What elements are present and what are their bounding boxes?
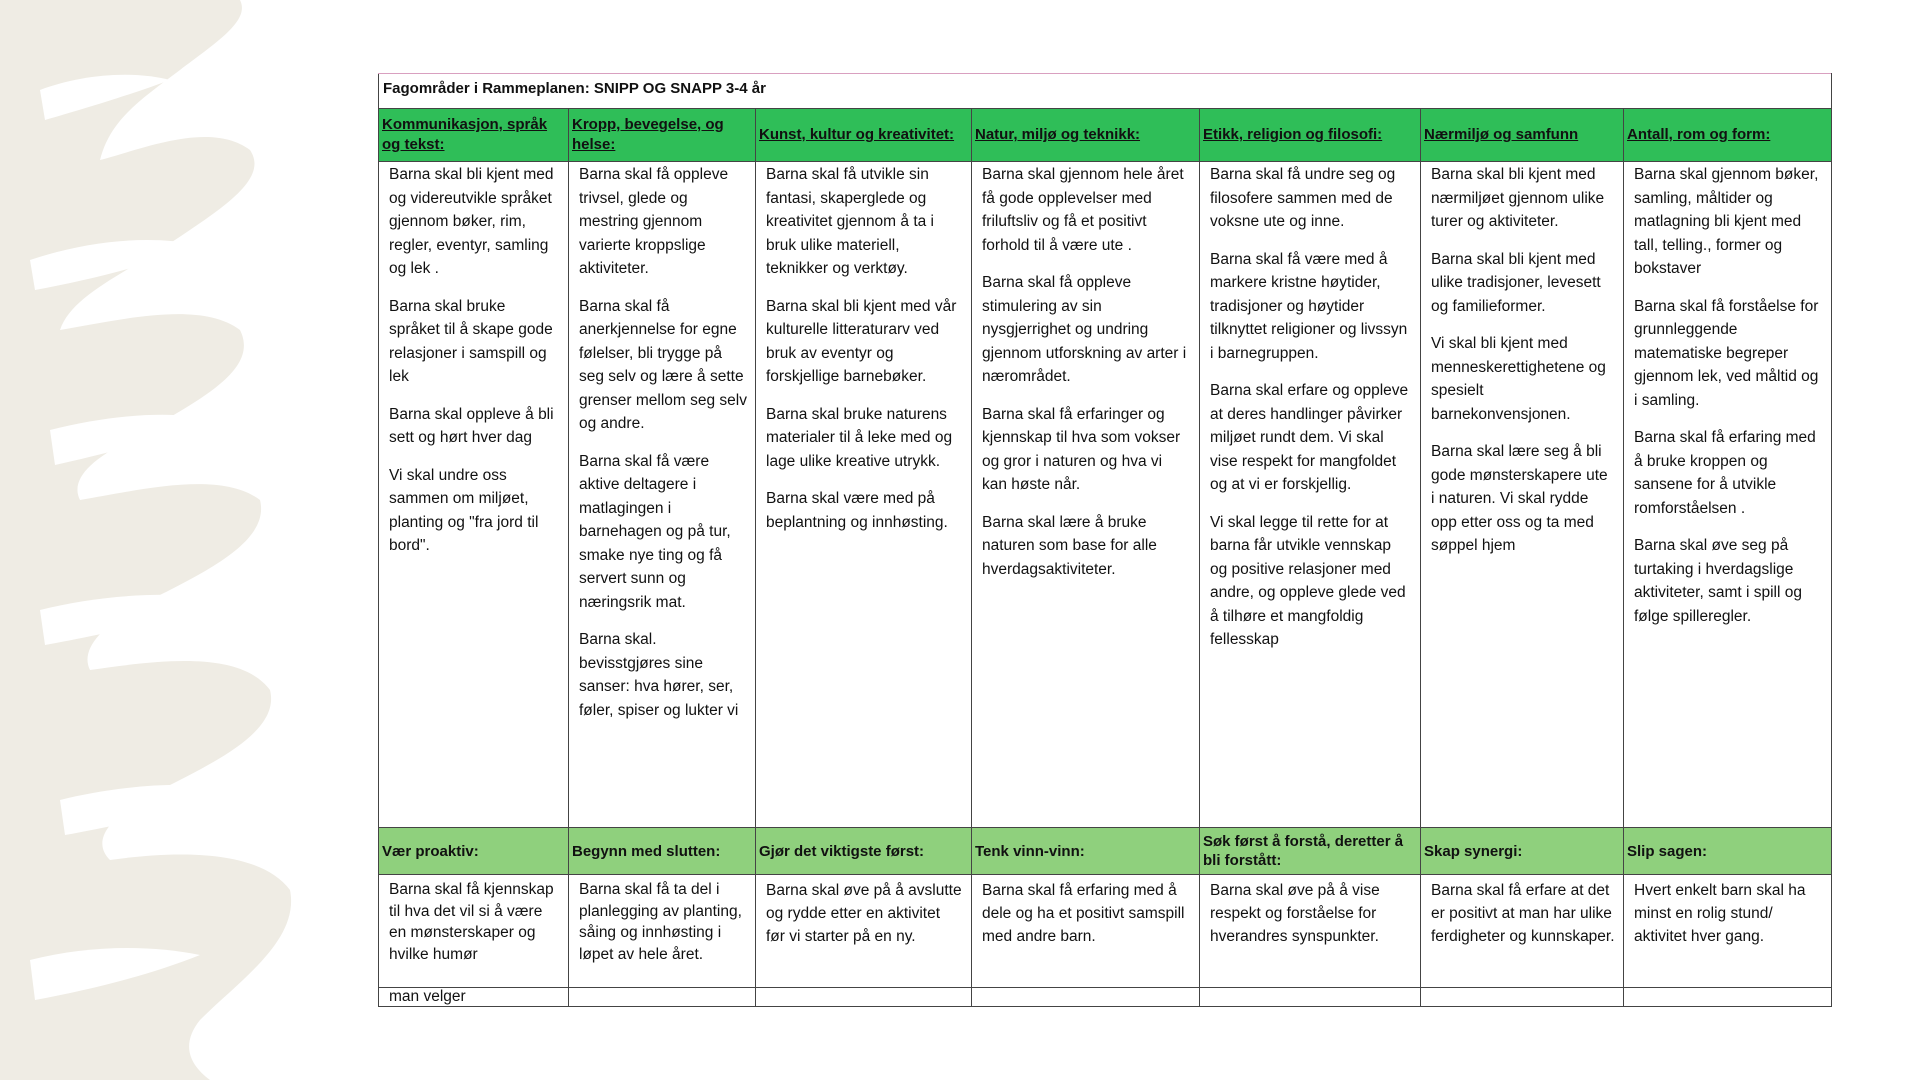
- vane-cell: Barna skal få ta del i planlegging av planting, såing og innhøsting i løpet av hele året.: [569, 875, 756, 988]
- fagomrade-header: Kommunikasjon, språk og tekst:: [379, 109, 569, 162]
- plan-table: [378, 73, 1832, 1007]
- vane-extra-cell: [756, 988, 972, 1007]
- vane-header: Skap synergi:: [1421, 828, 1624, 875]
- fagomrade-paragraph: Barna skal få erfaringer og kjennskap til hva som vokser og gror i naturen og hva vi kan høste når.: [982, 405, 1181, 493]
- vane-cell: Barna skal øve på å avslutte og rydde etter en aktivitet før vi starter på en ny.: [756, 875, 972, 988]
- vane-header: Tenk vinn-vinn:: [972, 828, 1200, 875]
- fagomrade-paragraph: Barna skal gjennom bøker, samling, måltider og matlagning bli kjent med tall, telling., former og bokstaver: [1634, 166, 1819, 277]
- fagomrade-header: Natur, miljø og teknikk:: [972, 109, 1200, 162]
- fagomrade-paragraph: Barna skal oppleve å bli sett og hørt hver dag: [389, 405, 554, 446]
- fagomrade-paragraph: Vi skal bli kjent med menneskerettighetene og spesielt barnekonvensjonen.: [1431, 335, 1606, 423]
- plan-table-container: [378, 73, 1831, 1005]
- fagomrade-cell: [379, 162, 569, 828]
- fagomrade-paragraph: Barna skal bli kjent med og videreutvikle språket gjennom bøker, rim, regler, eventyr, samling og lek .: [389, 166, 554, 277]
- fagomrade-cell: [972, 162, 1200, 828]
- vane-extra-cell: [1421, 988, 1624, 1007]
- fagomrade-paragraph: Barna skal bruke språket til å skape gode relasjoner i samspill og lek: [389, 297, 553, 385]
- fagomrade-paragraph: Barna skal bruke naturens materialer til å leke med og lage ulike kreative utrykk.: [766, 405, 953, 470]
- fagomrade-paragraph: Barna skal få være aktive deltagere i matlagingen i barnehagen og på tur, smake nye ting og få servert sunn og næringsrik mat.: [579, 452, 731, 611]
- fagomrade-paragraph: Barna skal få være med å markere kristne høytider, tradisjoner og høytider tilknyttet religioner og livssyn i barnegruppen.: [1210, 250, 1408, 362]
- fagomrade-paragraph: Barna skal være med på beplantning og innhøsting.: [766, 490, 948, 531]
- vane-cell: Hvert enkelt barn skal ha minst en rolig stund/ aktivitet hver gang.: [1624, 875, 1832, 988]
- fagomrade-paragraph: Barna skal gjennom hele året få gode opplevelser med friluftsliv og få et positivt forhold til å være ute .: [982, 166, 1184, 254]
- vane-cell: Barna skal få erfare at det er positivt at man har ulike ferdigheter og kunnskaper.: [1421, 875, 1624, 988]
- fagomrade-paragraph: Barna skal få anerkjennelse for egne følelser, bli trygge på seg selv og lære å sette grenser mellom seg selv og andre.: [579, 297, 747, 432]
- vane-cell: Barna skal få kjennskap til hva det vil si å være en mønsterskaper og hvilke humør: [379, 875, 569, 988]
- fagomrade-paragraph: Vi skal undre oss sammen om miljøet, planting og "fra jord til bord".: [389, 466, 539, 554]
- fagomrade-cell: [1624, 162, 1832, 828]
- fagomrade-paragraph: Barna skal få utvikle sin fantasi, skaperglede og kreativitet gjennom å ta i bruk ulike materiell, teknikker og verktøy.: [766, 166, 935, 277]
- vane-header: Vær proaktiv:: [379, 828, 569, 875]
- fagomrade-paragraph: Barna skal erfare og oppleve at deres handlinger påvirker miljøet rundt dem. Vi skal vise respekt for mangfoldet og at vi er forskjellig.: [1210, 382, 1409, 493]
- fagomrade-paragraph: Barna skal lære seg å bli gode mønsterskapere ute i naturen. Vi skal rydde opp etter oss og ta med søppel hjem: [1431, 443, 1608, 554]
- fagomrade-cell: [756, 162, 972, 828]
- decorative-brush-strokes: [0, 0, 320, 1080]
- fagomrade-paragraph: Vi skal legge til rette for at barna får utvikle vennskap og positive relasjoner med andre, og oppleve glede ved å tilhøre et mangfoldig fellesskap: [1210, 513, 1406, 648]
- fagomrade-paragraph: Barna skal få undre seg og filosofere sammen med de voksne ute og inne.: [1210, 166, 1396, 230]
- vane-extra-cell: [1200, 988, 1421, 1007]
- fagomrade-paragraph: Barna skal få oppleve trivsel, glede og mestring gjennom varierte kroppslige aktiviteter.: [579, 166, 729, 277]
- vane-header: Gjør det viktigste først:: [756, 828, 972, 875]
- fagomrade-paragraph: Barna skal lære å bruke naturen som base for alle hverdagsaktiviteter.: [982, 513, 1157, 578]
- vane-extra-cell: man velger: [379, 988, 569, 1007]
- fagomrade-paragraph: Barna skal få oppleve stimulering av sin nysgjerrighet og undring gjennom utforskning av arter i nærområdet.: [982, 274, 1187, 385]
- fagomrade-cell: [1421, 162, 1624, 828]
- vane-extra-cell: [972, 988, 1200, 1007]
- fagomrade-paragraph: Barna skal bli kjent med ulike tradisjoner, levesett og familieformer.: [1431, 250, 1601, 315]
- fagomrade-paragraph: Barna skal bli kjent med vår kulturelle litteraturarv ved bruk av eventyr og forskjellige barnebøker.: [766, 297, 957, 385]
- vane-header: Slip sagen:: [1624, 828, 1832, 875]
- vane-header: Begynn med slutten:: [569, 828, 756, 875]
- fagomrade-cell: [1200, 162, 1421, 828]
- vane-cell: Barna skal øve på å vise respekt og forståelse for hverandres synspunkter.: [1200, 875, 1421, 988]
- table-title: Fagområder i Rammeplanen: SNIPP OG SNAPP 3-4 år: [379, 74, 1832, 109]
- fagomrade-paragraph: Barna skal bli kjent med nærmiljøet gjennom ulike turer og aktiviteter.: [1431, 166, 1605, 230]
- fagomrade-paragraph: Barna skal få erfaring med å bruke kroppen og sansene for å utvikle romforståelsen .: [1634, 429, 1816, 517]
- fagomrade-paragraph: Barna skal. bevisstgjøres sine sanser: hva hører, ser, føler, spiser og lukter vi: [579, 631, 739, 719]
- fagomrade-header: Nærmiljø og samfunn: [1421, 109, 1624, 162]
- fagomrade-cell: [569, 162, 756, 828]
- fagomrade-paragraph: Barna skal få forståelse for grunnleggende matematiske begreper gjennom lek, ved måltid og i samling.: [1634, 297, 1819, 409]
- fagomrade-header: Kunst, kultur og kreativitet:: [756, 109, 972, 162]
- vane-extra-cell: [569, 988, 756, 1007]
- vane-header: Søk først å forstå, deretter å bli forstått:: [1200, 828, 1421, 875]
- fagomrade-header: Etikk, religion og filosofi:: [1200, 109, 1421, 162]
- fagomrade-header: Kropp, bevegelse, og helse:: [569, 109, 756, 162]
- fagomrade-paragraph: Barna skal øve seg på turtaking i hverdagslige aktiviteter, samt i spill og følge spilleregler.: [1634, 537, 1802, 625]
- fagomrade-header: Antall, rom og form:: [1624, 109, 1832, 162]
- vane-extra-cell: [1624, 988, 1832, 1007]
- vane-cell: Barna skal få erfaring med å dele og ha et positivt samspill med andre barn.: [972, 875, 1200, 988]
